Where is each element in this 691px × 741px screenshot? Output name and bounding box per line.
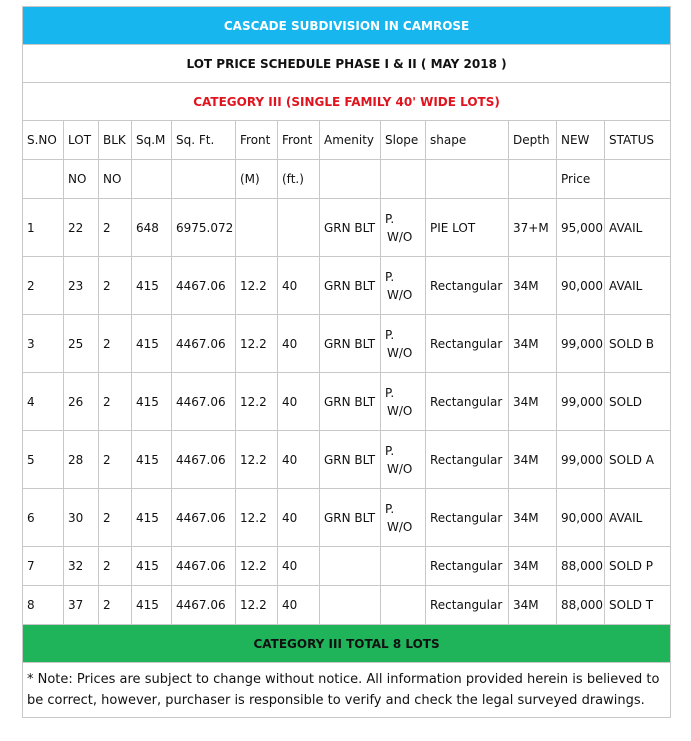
- depth-cell: 37+M: [509, 199, 557, 257]
- table-row: [23, 489, 671, 547]
- sqm-cell: 415: [132, 315, 172, 373]
- column-header: [172, 160, 236, 199]
- blk-cell: 2: [99, 199, 132, 257]
- sqft-cell: 4467.06: [172, 586, 236, 625]
- sno-cell: 5: [23, 431, 64, 489]
- slope-cell: [381, 373, 426, 431]
- column-header: S.NO: [23, 121, 64, 160]
- column-header: Sq. Ft.: [172, 121, 236, 160]
- sqft-cell: 6975.072: [172, 199, 236, 257]
- shape-cell: Rectangular: [426, 315, 509, 373]
- lot-cell: 25: [64, 315, 99, 373]
- shape-cell: Rectangular: [426, 547, 509, 586]
- column-header: [605, 160, 671, 199]
- front-ft-cell: 40: [278, 257, 320, 315]
- sqft-cell: 4467.06: [172, 431, 236, 489]
- sqm-cell: 415: [132, 257, 172, 315]
- amenity-cell: GRN BLT: [320, 373, 381, 431]
- slope-line-1: P.: [385, 211, 395, 226]
- column-header: Depth: [509, 121, 557, 160]
- amenity-cell: [320, 547, 381, 586]
- slope-line-2: W/O: [387, 403, 413, 418]
- lot-cell: 26: [64, 373, 99, 431]
- front-ft-cell: [278, 199, 320, 257]
- slope-cell: [381, 431, 426, 489]
- table-row: [23, 431, 671, 489]
- slope-cell: [381, 547, 426, 586]
- price-cell: 99,000: [557, 315, 605, 373]
- slope-cell: [381, 586, 426, 625]
- lot-cell: 23: [64, 257, 99, 315]
- slope-line-1: P.: [385, 443, 395, 458]
- lot-price-table: [22, 6, 671, 718]
- category-heading: CATEGORY III (SINGLE FAMILY 40' WIDE LOTS): [23, 83, 671, 121]
- column-header: BLK: [99, 121, 132, 160]
- slope-line-2: W/O: [387, 287, 413, 302]
- amenity-cell: GRN BLT: [320, 431, 381, 489]
- column-header: NO: [64, 160, 99, 199]
- total-band: [23, 625, 671, 663]
- sno-cell: 3: [23, 315, 64, 373]
- column-header: Sq.M: [132, 121, 172, 160]
- shape-cell: Rectangular: [426, 373, 509, 431]
- column-header: [320, 160, 381, 199]
- sno-cell: 6: [23, 489, 64, 547]
- amenity-cell: GRN BLT: [320, 257, 381, 315]
- front-m-cell: 12.2: [236, 257, 278, 315]
- sqm-cell: 415: [132, 431, 172, 489]
- front-m-cell: 12.2: [236, 547, 278, 586]
- amenity-cell: [320, 586, 381, 625]
- blk-cell: 2: [99, 315, 132, 373]
- sqm-cell: 648: [132, 199, 172, 257]
- price-cell: 88,000: [557, 547, 605, 586]
- front-ft-cell: 40: [278, 431, 320, 489]
- price-cell: 90,000: [557, 257, 605, 315]
- blk-cell: 2: [99, 586, 132, 625]
- lot-cell: 32: [64, 547, 99, 586]
- price-cell: 90,000: [557, 489, 605, 547]
- slope-cell: [381, 489, 426, 547]
- front-ft-cell: 40: [278, 586, 320, 625]
- price-cell: 99,000: [557, 373, 605, 431]
- sqm-cell: 415: [132, 547, 172, 586]
- amenity-cell: GRN BLT: [320, 199, 381, 257]
- slope-line-1: P.: [385, 269, 395, 284]
- column-header: NEW: [557, 121, 605, 160]
- slope-line-1: P.: [385, 501, 395, 516]
- blk-cell: 2: [99, 373, 132, 431]
- table-row: [23, 257, 671, 315]
- front-ft-cell: 40: [278, 315, 320, 373]
- schedule-subtitle: LOT PRICE SCHEDULE PHASE I & II ( MAY 2018 ): [23, 45, 671, 83]
- depth-cell: 34M: [509, 315, 557, 373]
- blk-cell: 2: [99, 489, 132, 547]
- price-cell: 95,000: [557, 199, 605, 257]
- header-row-1: [23, 121, 671, 160]
- lot-cell: 37: [64, 586, 99, 625]
- column-header: [426, 160, 509, 199]
- status-cell: SOLD B: [605, 315, 671, 373]
- status-cell: AVAIL: [605, 199, 671, 257]
- front-ft-cell: 40: [278, 373, 320, 431]
- column-header: LOT: [64, 121, 99, 160]
- blk-cell: 2: [99, 257, 132, 315]
- column-header: [509, 160, 557, 199]
- front-m-cell: 12.2: [236, 315, 278, 373]
- sqft-cell: 4467.06: [172, 489, 236, 547]
- depth-cell: 34M: [509, 547, 557, 586]
- blk-cell: 2: [99, 431, 132, 489]
- depth-cell: 34M: [509, 257, 557, 315]
- slope-cell: [381, 257, 426, 315]
- price-schedule: [22, 6, 670, 718]
- front-m-cell: 12.2: [236, 373, 278, 431]
- status-cell: AVAIL: [605, 489, 671, 547]
- sqft-cell: 4467.06: [172, 373, 236, 431]
- front-m-cell: 12.2: [236, 489, 278, 547]
- table-row: [23, 315, 671, 373]
- lot-cell: 28: [64, 431, 99, 489]
- front-m-cell: 12.2: [236, 586, 278, 625]
- note-row: [23, 663, 671, 718]
- table-row: [23, 199, 671, 257]
- table-row: [23, 373, 671, 431]
- status-cell: SOLD: [605, 373, 671, 431]
- sqft-cell: 4467.06: [172, 547, 236, 586]
- lot-cell: 30: [64, 489, 99, 547]
- slope-cell: [381, 199, 426, 257]
- table-row: [23, 547, 671, 586]
- sqm-cell: 415: [132, 373, 172, 431]
- table-row: [23, 586, 671, 625]
- depth-cell: 34M: [509, 431, 557, 489]
- column-header: Slope: [381, 121, 426, 160]
- sno-cell: 8: [23, 586, 64, 625]
- lot-cell: 22: [64, 199, 99, 257]
- shape-cell: PIE LOT: [426, 199, 509, 257]
- sqm-cell: 415: [132, 489, 172, 547]
- category-band: [23, 83, 671, 121]
- status-cell: SOLD T: [605, 586, 671, 625]
- column-header: shape: [426, 121, 509, 160]
- front-ft-cell: 40: [278, 547, 320, 586]
- depth-cell: 34M: [509, 489, 557, 547]
- column-header: (ft.): [278, 160, 320, 199]
- slope-line-2: W/O: [387, 461, 413, 476]
- disclaimer-note: * Note: Prices are subject to change without notice. All information provided herein is believed to be correct, however, purchaser is responsible to verify and check the legal surveyed drawings.: [23, 663, 671, 718]
- depth-cell: 34M: [509, 586, 557, 625]
- shape-cell: Rectangular: [426, 257, 509, 315]
- column-header: NO: [99, 160, 132, 199]
- depth-cell: 34M: [509, 373, 557, 431]
- slope-line-2: W/O: [387, 229, 413, 244]
- shape-cell: Rectangular: [426, 586, 509, 625]
- shape-cell: Rectangular: [426, 489, 509, 547]
- sno-cell: 4: [23, 373, 64, 431]
- sqft-cell: 4467.06: [172, 257, 236, 315]
- amenity-cell: GRN BLT: [320, 315, 381, 373]
- slope-line-2: W/O: [387, 519, 413, 534]
- column-header: Front: [236, 121, 278, 160]
- slope-cell: [381, 315, 426, 373]
- slope-line-1: P.: [385, 327, 395, 342]
- blk-cell: 2: [99, 547, 132, 586]
- category-total: CATEGORY III TOTAL 8 LOTS: [23, 625, 671, 663]
- status-cell: SOLD P: [605, 547, 671, 586]
- column-header: [381, 160, 426, 199]
- sno-cell: 1: [23, 199, 64, 257]
- front-m-cell: [236, 199, 278, 257]
- sqm-cell: 415: [132, 586, 172, 625]
- column-header: Front: [278, 121, 320, 160]
- title-band: [23, 7, 671, 45]
- slope-line-1: P.: [385, 385, 395, 400]
- column-header: (M): [236, 160, 278, 199]
- price-cell: 88,000: [557, 586, 605, 625]
- status-cell: AVAIL: [605, 257, 671, 315]
- header-row-2: [23, 160, 671, 199]
- sno-cell: 2: [23, 257, 64, 315]
- slope-line-2: W/O: [387, 345, 413, 360]
- page-title: CASCADE SUBDIVISION IN CAMROSE: [23, 7, 671, 45]
- sno-cell: 7: [23, 547, 64, 586]
- price-cell: 99,000: [557, 431, 605, 489]
- column-header: [132, 160, 172, 199]
- column-header: Price: [557, 160, 605, 199]
- amenity-cell: GRN BLT: [320, 489, 381, 547]
- status-cell: SOLD A: [605, 431, 671, 489]
- subtitle-band: [23, 45, 671, 83]
- column-header: [23, 160, 64, 199]
- sqft-cell: 4467.06: [172, 315, 236, 373]
- column-header: STATUS: [605, 121, 671, 160]
- shape-cell: Rectangular: [426, 431, 509, 489]
- front-ft-cell: 40: [278, 489, 320, 547]
- column-header: Amenity: [320, 121, 381, 160]
- front-m-cell: 12.2: [236, 431, 278, 489]
